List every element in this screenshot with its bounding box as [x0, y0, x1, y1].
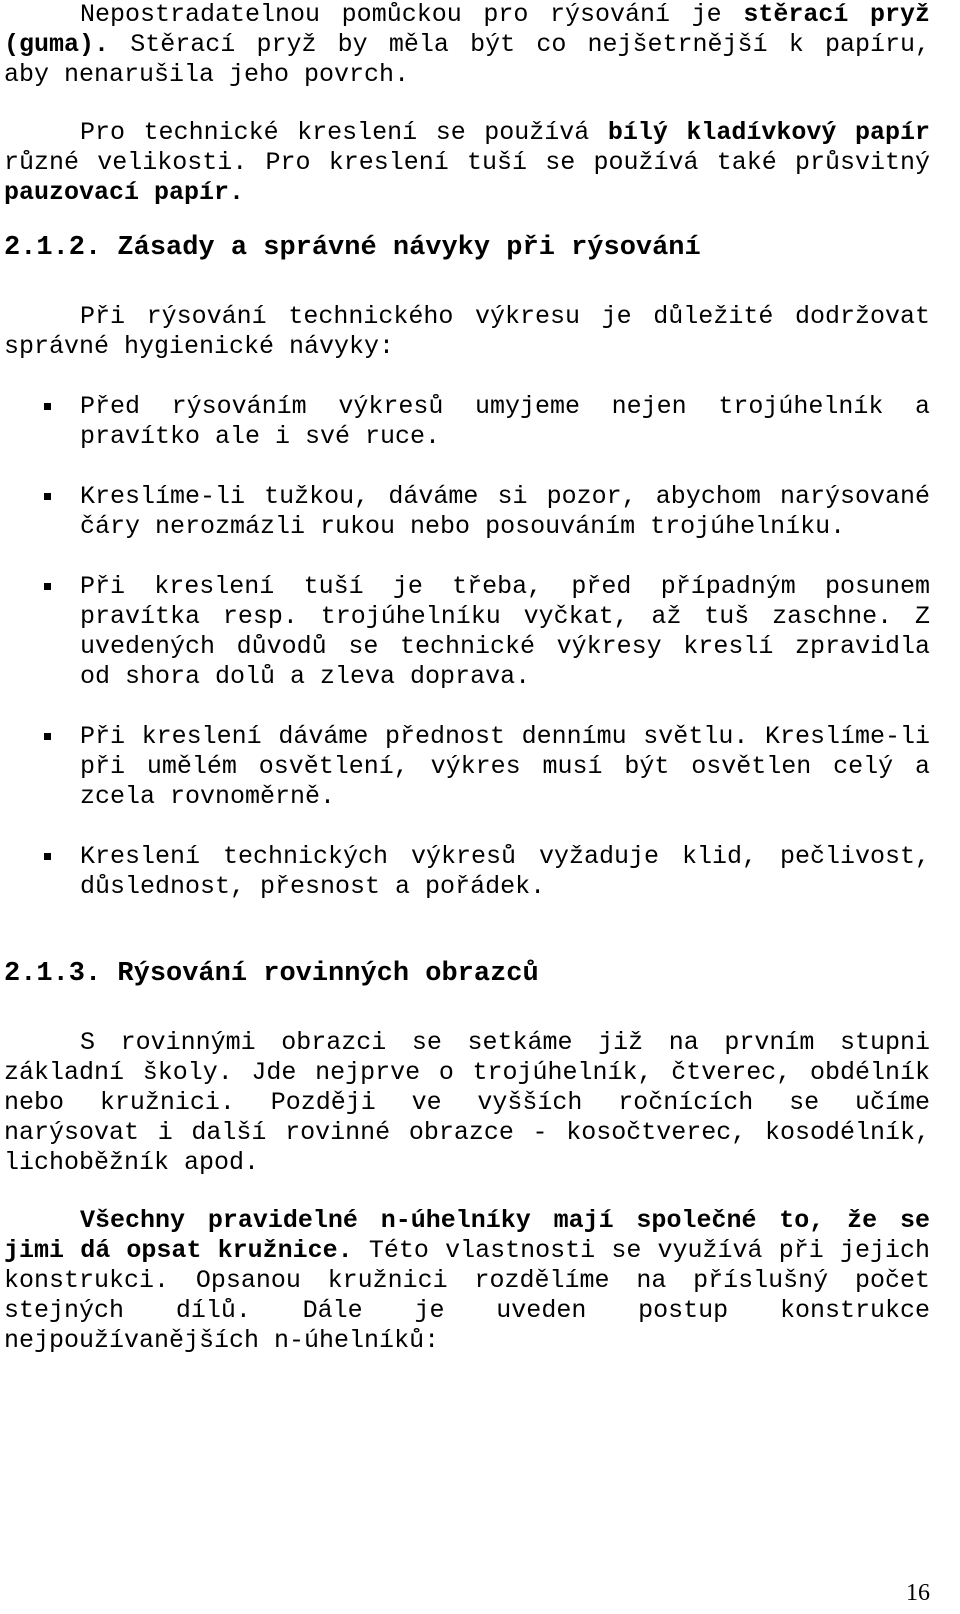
bold-tracing-paper: pauzovací papír. [4, 178, 245, 207]
page-number: 16 [906, 1580, 930, 1606]
bold-eraser: stěrací pryž (guma). [4, 0, 931, 59]
bold-paper: bílý kladívkový papír [607, 118, 930, 147]
bullet-square-icon [44, 403, 51, 410]
section-heading-2-1-3 [4, 958, 930, 990]
list-item: Při kreslení tuší je třeba, před případným posunem pravítka resp. trojúhelníku vyčkat, až tuš zaschne. Z uvedených důvodů se technické výkresy kreslí zpravidla od shora dolů a zleva doprava. [4, 572, 930, 692]
bold-polygons: Všechny pravidelné n-úhelníky mají společné to, že se jimi dá opsat kružnice. [4, 1206, 930, 1265]
section-number: 2.1.3. [4, 959, 102, 989]
bullet-square-icon [44, 493, 51, 500]
bullet-square-icon [44, 853, 51, 860]
document-page [4, 0, 930, 1356]
section-number: 2.1.2. [4, 233, 102, 263]
list-item: Kreslení technických výkresů vyžaduje klid, pečlivost, důslednost, přesnost a pořádek. [4, 842, 930, 902]
paragraph-hygiene-intro: Při rýsování technického výkresu je důležité dodržovat správné hygienické návyky: [4, 302, 930, 361]
section-heading-2-1-2 [4, 232, 930, 264]
paragraph-polygons: Všechny pravidelné n-úhelníky mají společné to, že se jimi dá opsat kružnice. Této vlastnosti se využívá při jejich konstrukci. Opsanou kružnici rozdělíme na příslušný počet stejných dílů. Dále je uveden postup konstrukce nejpoužívanějších n-úhelníků: [4, 1206, 930, 1355]
bullet-square-icon [44, 583, 51, 590]
list-item: Při kreslení dáváme přednost dennímu světlu. Kreslíme-li při umělém osvětlení, výkres musí být osvětlen celý a zcela rovnoměrně. [4, 722, 930, 812]
paragraph-shapes: S rovinnými obrazci se setkáme již na prvním stupni základní školy. Jde nejprve o trojúhelník, čtverec, obdélník nebo kružnici. Později ve vyšších ročnících se učíme narýsovat i další rovinné obrazce - kosočtverec, kosodélník, lichoběžník apod. [4, 1028, 930, 1177]
paragraph-paper: Pro technické kreslení se používá bílý kladívkový papír různé velikosti. Pro kreslení tuší se používá také průsvitný pauzovací papír. [4, 118, 930, 207]
list-item: Kreslíme-li tužkou, dáváme si pozor, abychom narýsované čáry nerozmázli rukou nebo posouváním trojúhelníku. [4, 482, 930, 542]
paragraph-eraser: Nepostradatelnou pomůckou pro rýsování je stěrací pryž (guma). Stěrací pryž by měla být co nejšetrnější k papíru, aby nenarušila jeho povrch. [4, 0, 931, 89]
bullet-square-icon [44, 733, 51, 740]
hygiene-list [4, 392, 930, 902]
section-title: Zásady a správné návyky při rýsování [117, 233, 701, 263]
list-item: Před rýsováním výkresů umyjeme nejen trojúhelník a pravítko ale i své ruce. [4, 392, 930, 452]
section-title: Rýsování rovinných obrazců [117, 959, 539, 989]
